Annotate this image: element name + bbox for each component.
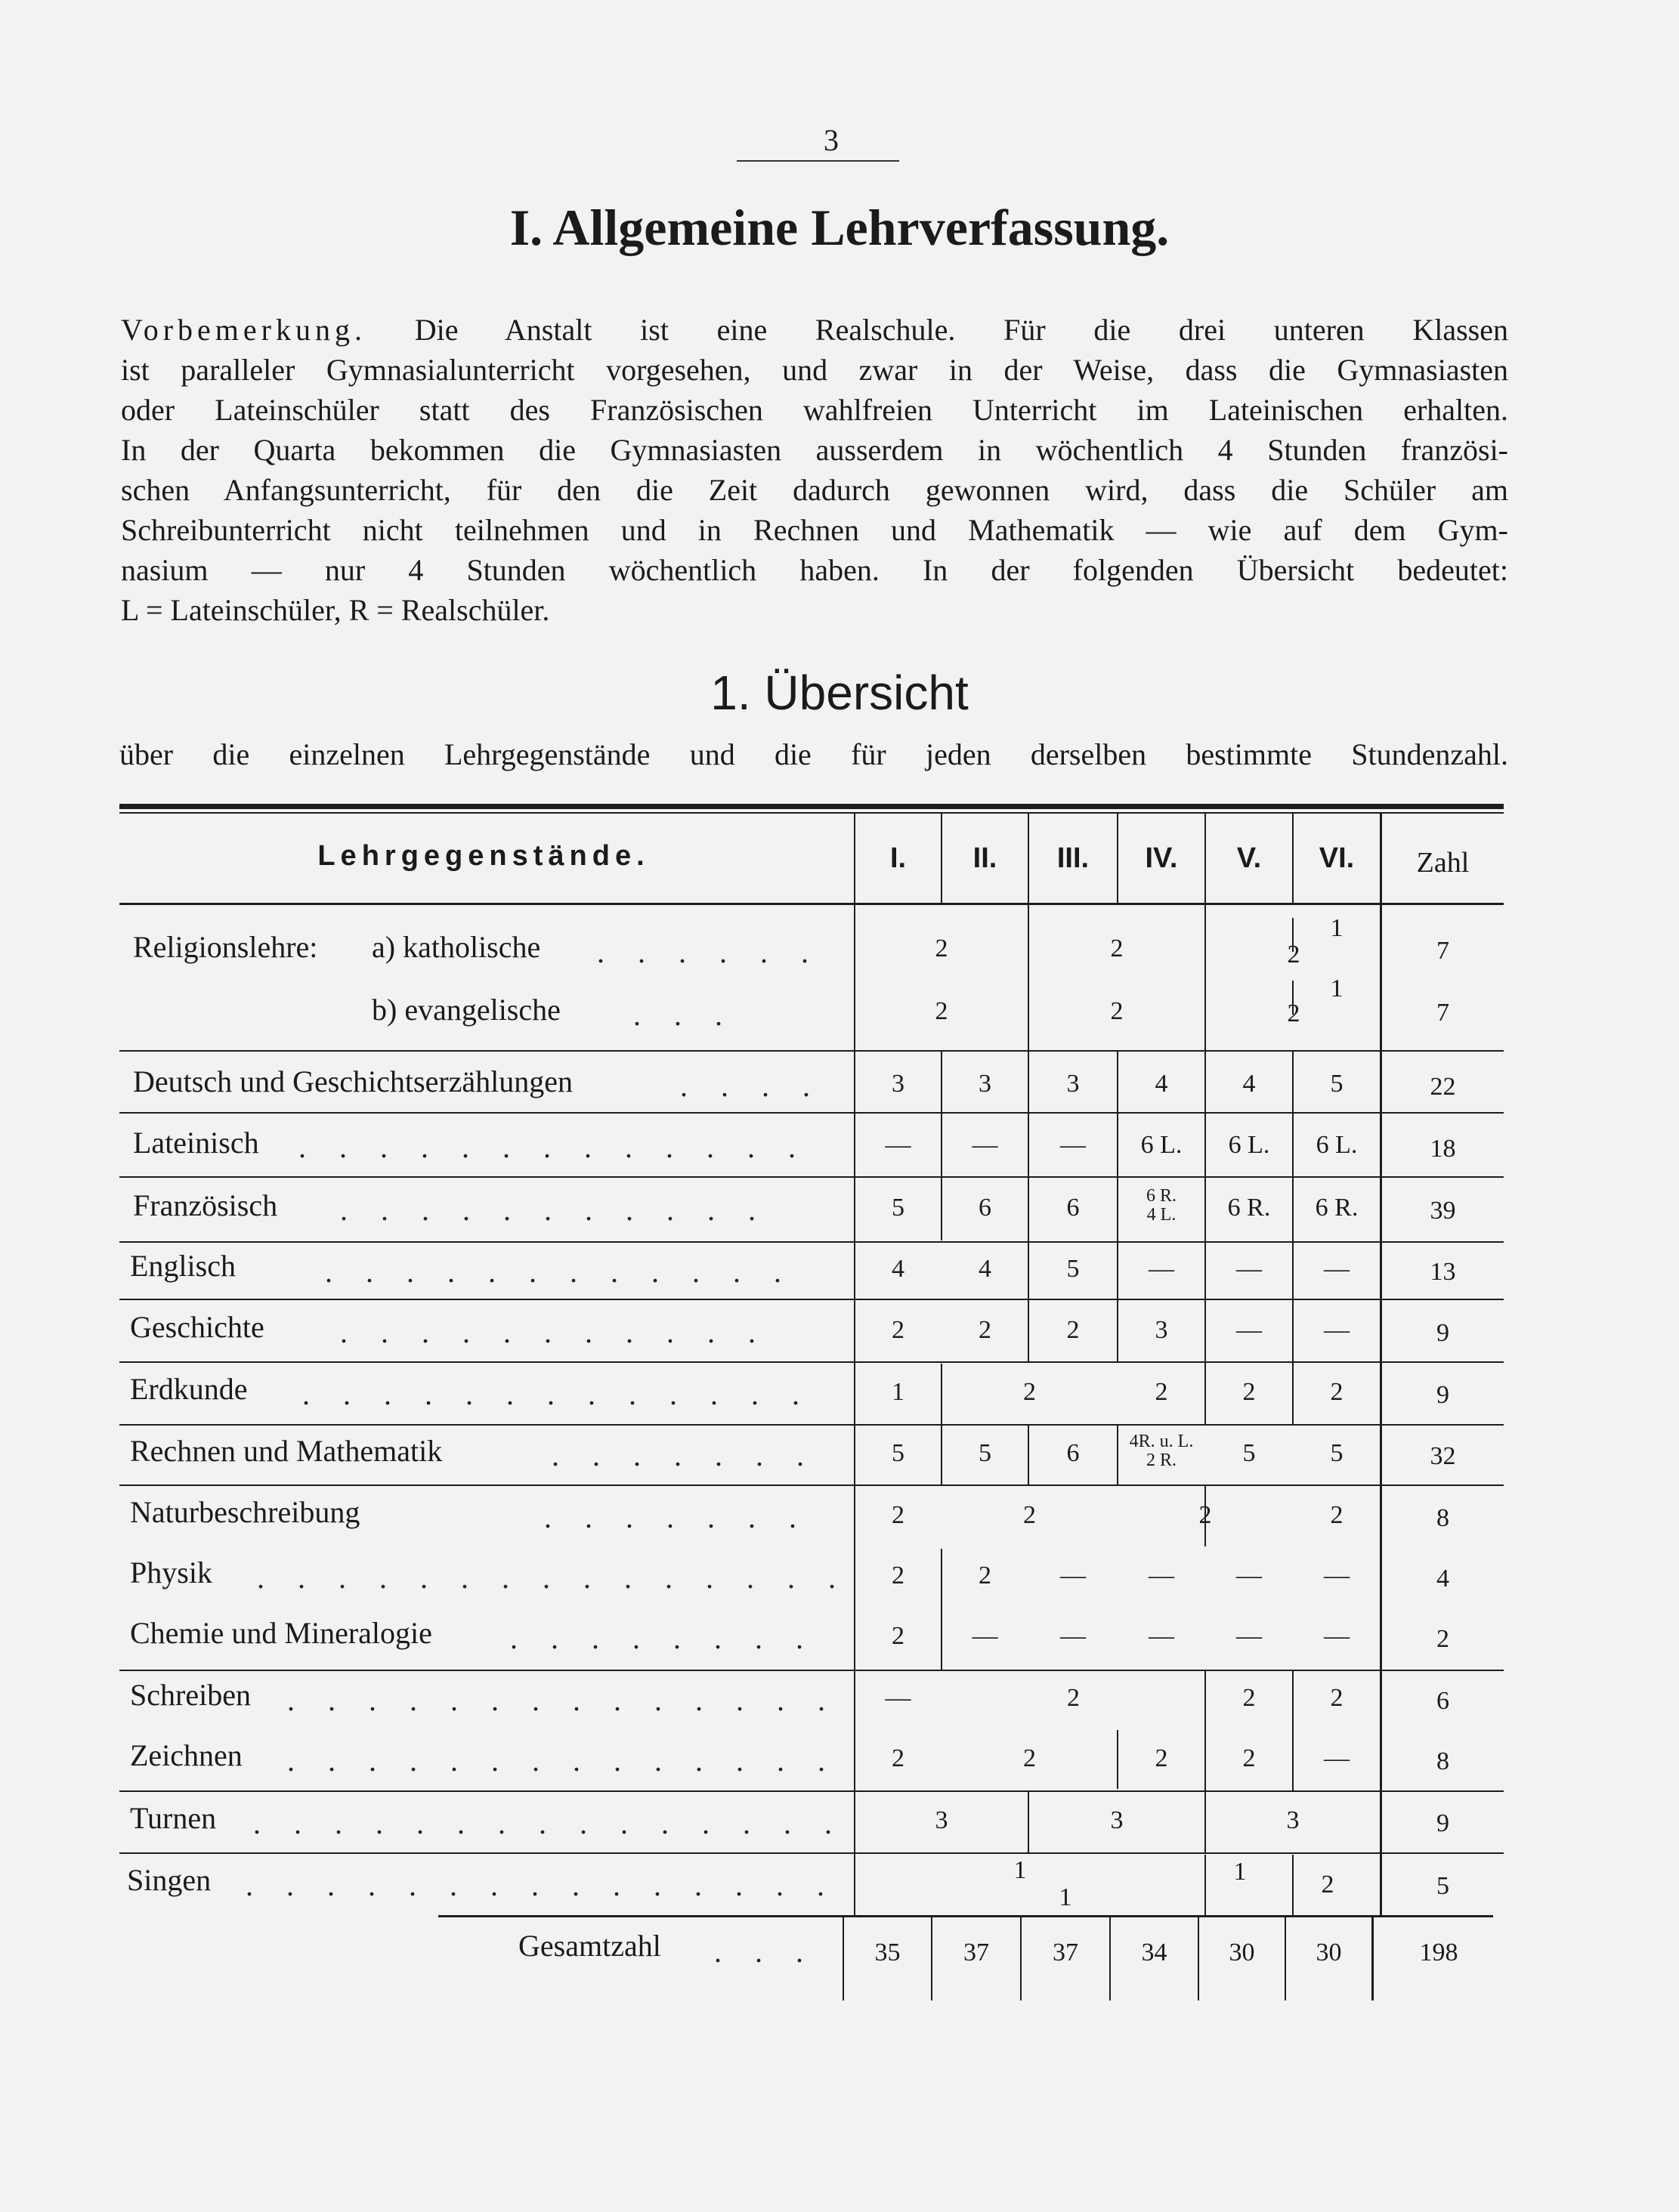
franz-vi: 6 R. bbox=[1315, 1194, 1359, 1222]
header-class-ii: II. bbox=[972, 842, 997, 874]
leader-dots: . . . . . . . . bbox=[510, 1621, 816, 1655]
section-title: I. Allgemeine Lehrverfassung. bbox=[509, 199, 1170, 256]
gesamt-i: 35 bbox=[874, 1939, 901, 1966]
leader-dots: . . . . . . . . . . . . . . . bbox=[257, 1561, 849, 1595]
deutsch-ii: 3 bbox=[979, 1070, 991, 1098]
franz-i: 5 bbox=[892, 1194, 904, 1222]
geschichte-label: Geschichte bbox=[130, 1310, 264, 1344]
franz-v: 6 R. bbox=[1227, 1194, 1271, 1222]
kath-v-vi-upper: 1 bbox=[1330, 914, 1344, 942]
leader-dots: . . . . . . . . . . . bbox=[340, 1193, 768, 1227]
zeichnen-total: 8 bbox=[1436, 1747, 1449, 1775]
zeichnen-v: 2 bbox=[1242, 1744, 1256, 1772]
kath-total: 7 bbox=[1436, 937, 1449, 965]
leader-dots: . . . . . . . bbox=[544, 1500, 809, 1534]
gesamt-iii: 37 bbox=[1053, 1939, 1078, 1966]
geschichte-total: 9 bbox=[1436, 1319, 1449, 1347]
header-class-iv: IV. bbox=[1145, 842, 1178, 874]
leader-dots: . . . . . . bbox=[597, 935, 821, 969]
leader-dots: . . . bbox=[633, 998, 735, 1032]
subsection-description: über die einzelnen Lehrgegenstände und die für jeden derselben bestimmte Stundenzahl. bbox=[119, 737, 1508, 771]
chemie-vi: — bbox=[1324, 1622, 1350, 1650]
franz-ii: 6 bbox=[979, 1194, 991, 1222]
singen-label: Singen bbox=[127, 1863, 212, 1897]
header-bottom-rule bbox=[119, 903, 1504, 905]
ev-iii-iv: 2 bbox=[1110, 997, 1124, 1025]
latein-vi: 6 L. bbox=[1316, 1131, 1358, 1159]
chemie-v: — bbox=[1236, 1622, 1262, 1650]
intro-line-1-text: Die Anstalt ist eine Realschule. Für die drei unteren Klassen bbox=[414, 313, 1509, 347]
row-rule bbox=[119, 1484, 1504, 1486]
erdkunde-label: Erdkunde bbox=[130, 1372, 248, 1406]
geschichte-ii: 2 bbox=[979, 1316, 991, 1344]
intro-paragraph bbox=[121, 310, 1508, 630]
leader-dots: . . . bbox=[714, 1935, 816, 1969]
physik-ii: 2 bbox=[979, 1562, 991, 1589]
leader-dots: . . . . . . . . . . . . . . . bbox=[253, 1806, 845, 1840]
latein-total: 18 bbox=[1430, 1135, 1456, 1163]
kath-iii-iv: 2 bbox=[1110, 935, 1124, 962]
leader-dots: . . . . . . . . . . . bbox=[340, 1315, 768, 1349]
latein-v: 6 L. bbox=[1228, 1131, 1270, 1159]
ev-total: 7 bbox=[1436, 999, 1449, 1027]
row-rule bbox=[119, 1299, 1504, 1300]
intro-line-6: Schreibunterricht nicht teilnehmen und in Rechnen und Mathematik — wie auf dem Gym- bbox=[121, 513, 1508, 547]
schreiben-vi: 2 bbox=[1330, 1684, 1344, 1712]
leader-dots: . . . . . . . . . . . . . bbox=[298, 1130, 809, 1164]
chemie-total: 2 bbox=[1436, 1625, 1449, 1653]
englisch-iv: — bbox=[1149, 1255, 1174, 1283]
rechnen-label: Rechnen und Mathematik bbox=[130, 1434, 443, 1468]
geschichte-vi: — bbox=[1324, 1316, 1350, 1344]
chemie-iii: — bbox=[1060, 1622, 1086, 1650]
deutsch-i: 3 bbox=[892, 1070, 904, 1098]
erdkunde-i: 1 bbox=[892, 1378, 904, 1406]
rechnen-iv-lower: 2 R. bbox=[1146, 1450, 1177, 1470]
table-top-rule bbox=[119, 804, 1504, 809]
rechnen-total: 32 bbox=[1430, 1442, 1456, 1470]
header-subject: Lehrgegenstände. bbox=[317, 840, 650, 872]
intro-line-7: nasium — nur 4 Stunden wöchentlich haben. In der folgenden Übersicht bedeutet: bbox=[121, 553, 1508, 587]
erdkunde-ii-iii: 2 bbox=[1023, 1378, 1036, 1406]
rechnen-iv-upper: 4R. u. L. bbox=[1129, 1432, 1194, 1451]
header-class-i: I. bbox=[889, 842, 907, 874]
erdkunde-total: 9 bbox=[1436, 1381, 1449, 1409]
latein-iii: — bbox=[1060, 1131, 1086, 1159]
deutsch-iii: 3 bbox=[1066, 1070, 1080, 1098]
physik-iv: — bbox=[1149, 1562, 1174, 1589]
physik-iii: — bbox=[1060, 1562, 1086, 1589]
gesamt-vi: 30 bbox=[1316, 1939, 1342, 1966]
row-rule bbox=[119, 1424, 1504, 1426]
leader-dots: . . . . bbox=[680, 1069, 823, 1103]
turnen-total: 9 bbox=[1436, 1809, 1449, 1837]
header-total: Zahl bbox=[1416, 847, 1470, 879]
zeichnen-vi: — bbox=[1324, 1744, 1350, 1772]
total-rule bbox=[438, 1915, 1493, 1917]
natur-iv-v: 2 bbox=[1198, 1501, 1212, 1529]
row-rule bbox=[119, 1050, 1504, 1052]
turnen-iii-iv: 3 bbox=[1110, 1806, 1124, 1834]
franz-total: 39 bbox=[1430, 1197, 1456, 1225]
franz-iv-lower: 4 L. bbox=[1146, 1205, 1177, 1225]
page-number: 3 bbox=[824, 123, 839, 157]
erdkunde-iv: 2 bbox=[1155, 1378, 1168, 1406]
englisch-iii: 5 bbox=[1066, 1255, 1080, 1283]
latein-iv: 6 L. bbox=[1140, 1131, 1183, 1159]
franz-iii: 6 bbox=[1066, 1194, 1080, 1222]
natur-ii-iii: 2 bbox=[1023, 1501, 1036, 1529]
englisch-vi: — bbox=[1324, 1255, 1350, 1283]
zeichnen-iv: 2 bbox=[1155, 1744, 1168, 1772]
header-class-iii: III. bbox=[1056, 842, 1090, 874]
turnen-i-ii: 3 bbox=[935, 1806, 948, 1834]
kath-i-ii: 2 bbox=[935, 935, 948, 962]
gesamt-total: 198 bbox=[1419, 1939, 1458, 1966]
rechnen-iii: 6 bbox=[1066, 1439, 1080, 1467]
chemie-i: 2 bbox=[892, 1622, 904, 1650]
table-top-rule-thin bbox=[119, 812, 1504, 814]
row-rule bbox=[119, 1112, 1504, 1114]
page-number-rule bbox=[737, 160, 899, 162]
deutsch-iv: 4 bbox=[1155, 1070, 1168, 1098]
row-rule bbox=[119, 1241, 1504, 1243]
schreiben-ii-iv: 2 bbox=[1067, 1684, 1080, 1712]
franz-iv-upper: 6 R. bbox=[1146, 1186, 1177, 1206]
englisch-i: 4 bbox=[892, 1255, 904, 1283]
ev-v-vi-upper: 1 bbox=[1330, 975, 1344, 1003]
gesamt-ii: 37 bbox=[963, 1939, 989, 1966]
row-rule bbox=[119, 1361, 1504, 1363]
column-rule bbox=[1292, 1052, 1294, 1424]
schreiben-i: — bbox=[885, 1684, 911, 1712]
leader-dots: . . . . . . . . . . . . . . bbox=[287, 1744, 838, 1778]
intro-label: Vorbemerkung. bbox=[121, 313, 366, 347]
row-rule bbox=[119, 1790, 1504, 1792]
rechnen-v: 5 bbox=[1242, 1439, 1256, 1467]
latein-label: Lateinisch bbox=[133, 1126, 259, 1160]
natur-i: 2 bbox=[892, 1501, 904, 1529]
chemie-label: Chemie und Mineralogie bbox=[130, 1616, 432, 1650]
schreiben-v: 2 bbox=[1242, 1684, 1256, 1712]
intro-line-8: L = Lateinschüler, R = Realschüler. bbox=[121, 593, 550, 627]
intro-line-3: oder Lateinschüler statt des Französischen wahlfreien Unterricht im Lateinischen erhalten. bbox=[121, 393, 1508, 427]
ev-i-ii: 2 bbox=[935, 997, 948, 1025]
singen-vi: 2 bbox=[1321, 1871, 1334, 1898]
deutsch-label: Deutsch und Geschichtserzählungen bbox=[133, 1064, 574, 1098]
rechnen-i: 5 bbox=[892, 1439, 904, 1467]
singen-v: 1 bbox=[1233, 1858, 1247, 1886]
deutsch-total: 22 bbox=[1430, 1073, 1456, 1101]
gesamt-iv: 34 bbox=[1141, 1939, 1167, 1966]
rechnen-vi: 5 bbox=[1330, 1439, 1344, 1467]
schreiben-label: Schreiben bbox=[130, 1678, 251, 1712]
intro-line-5: schen Anfangsunterricht, für den die Zeit dadurch gewonnen wird, dass die Schüler am bbox=[121, 473, 1508, 507]
religion-katholisch-label: a) katholische bbox=[372, 930, 541, 964]
naturbeschreibung-label: Naturbeschreibung bbox=[130, 1495, 360, 1529]
turnen-v-vi: 3 bbox=[1286, 1806, 1300, 1834]
singen-i-iv-lower: 1 bbox=[1059, 1883, 1072, 1911]
subsection-title: 1. Übersicht bbox=[710, 666, 969, 720]
intro-line-1 bbox=[121, 310, 1508, 350]
latein-ii: — bbox=[972, 1131, 998, 1159]
leader-dots: . . . . . . . . . . . . . . . bbox=[246, 1868, 837, 1902]
erdkunde-v: 2 bbox=[1242, 1378, 1256, 1406]
singen-total: 5 bbox=[1436, 1872, 1449, 1900]
kath-v-vi-lower: 2 bbox=[1287, 941, 1300, 969]
intro-line-4: In der Quarta bekommen die Gymnasiasten ausserdem in wöchentlich 4 Stunden französi- bbox=[121, 433, 1508, 467]
leader-dots: . . . . . . . . . . . . bbox=[325, 1255, 794, 1289]
physik-vi: — bbox=[1324, 1562, 1350, 1589]
gesamt-label: Gesamtzahl bbox=[518, 1929, 661, 1963]
rechnen-ii: 5 bbox=[979, 1439, 991, 1467]
zeichnen-ii-iii: 2 bbox=[1023, 1744, 1036, 1772]
zeichnen-label: Zeichnen bbox=[130, 1738, 243, 1772]
geschichte-iii: 2 bbox=[1066, 1316, 1080, 1344]
chemie-ii: — bbox=[972, 1622, 998, 1650]
natur-total: 8 bbox=[1436, 1504, 1449, 1532]
row-rule bbox=[119, 1670, 1504, 1671]
physik-i: 2 bbox=[892, 1562, 904, 1589]
header-class-v: V. bbox=[1236, 842, 1262, 874]
religion-label: Religionslehre: bbox=[133, 930, 318, 964]
physik-label: Physik bbox=[130, 1556, 212, 1589]
erdkunde-vi: 2 bbox=[1330, 1378, 1344, 1406]
geschichte-iv: 3 bbox=[1155, 1316, 1168, 1344]
singen-i-iv-upper: 1 bbox=[1013, 1856, 1027, 1884]
physik-v: — bbox=[1236, 1562, 1262, 1589]
leader-dots: . . . . . . . . . . . . . bbox=[302, 1377, 812, 1411]
franz-label: Französisch bbox=[133, 1188, 278, 1222]
leader-dots: . . . . . . . bbox=[552, 1438, 817, 1472]
geschichte-v: — bbox=[1236, 1316, 1262, 1344]
englisch-v: — bbox=[1236, 1255, 1262, 1283]
englisch-ii: 4 bbox=[979, 1255, 991, 1283]
header-class-vi: VI. bbox=[1319, 842, 1355, 874]
deutsch-vi: 5 bbox=[1330, 1070, 1344, 1098]
row-rule bbox=[119, 1176, 1504, 1178]
schreiben-total: 6 bbox=[1436, 1687, 1449, 1715]
gesamt-v: 30 bbox=[1229, 1939, 1255, 1966]
row-rule bbox=[119, 1852, 1504, 1854]
physik-total: 4 bbox=[1436, 1565, 1449, 1593]
englisch-label: Englisch bbox=[130, 1249, 236, 1283]
latein-i: — bbox=[885, 1131, 911, 1159]
englisch-total: 13 bbox=[1430, 1258, 1456, 1286]
column-rule bbox=[1204, 1052, 1206, 1424]
leader-dots: . . . . . . . . . . . . . . bbox=[287, 1683, 838, 1717]
religion-evangelisch-label: b) evangelische bbox=[372, 993, 561, 1027]
natur-vi: 2 bbox=[1330, 1501, 1344, 1529]
turnen-label: Turnen bbox=[130, 1801, 217, 1835]
intro-line-2: ist paralleler Gymnasialunterricht vorgesehen, und zwar in der Weise, dass die Gymnasiasten bbox=[121, 353, 1508, 387]
deutsch-v: 4 bbox=[1242, 1070, 1256, 1098]
geschichte-i: 2 bbox=[892, 1316, 904, 1344]
ev-v-vi-lower: 2 bbox=[1287, 999, 1300, 1027]
chemie-iv: — bbox=[1149, 1622, 1174, 1650]
zeichnen-i: 2 bbox=[892, 1744, 904, 1772]
